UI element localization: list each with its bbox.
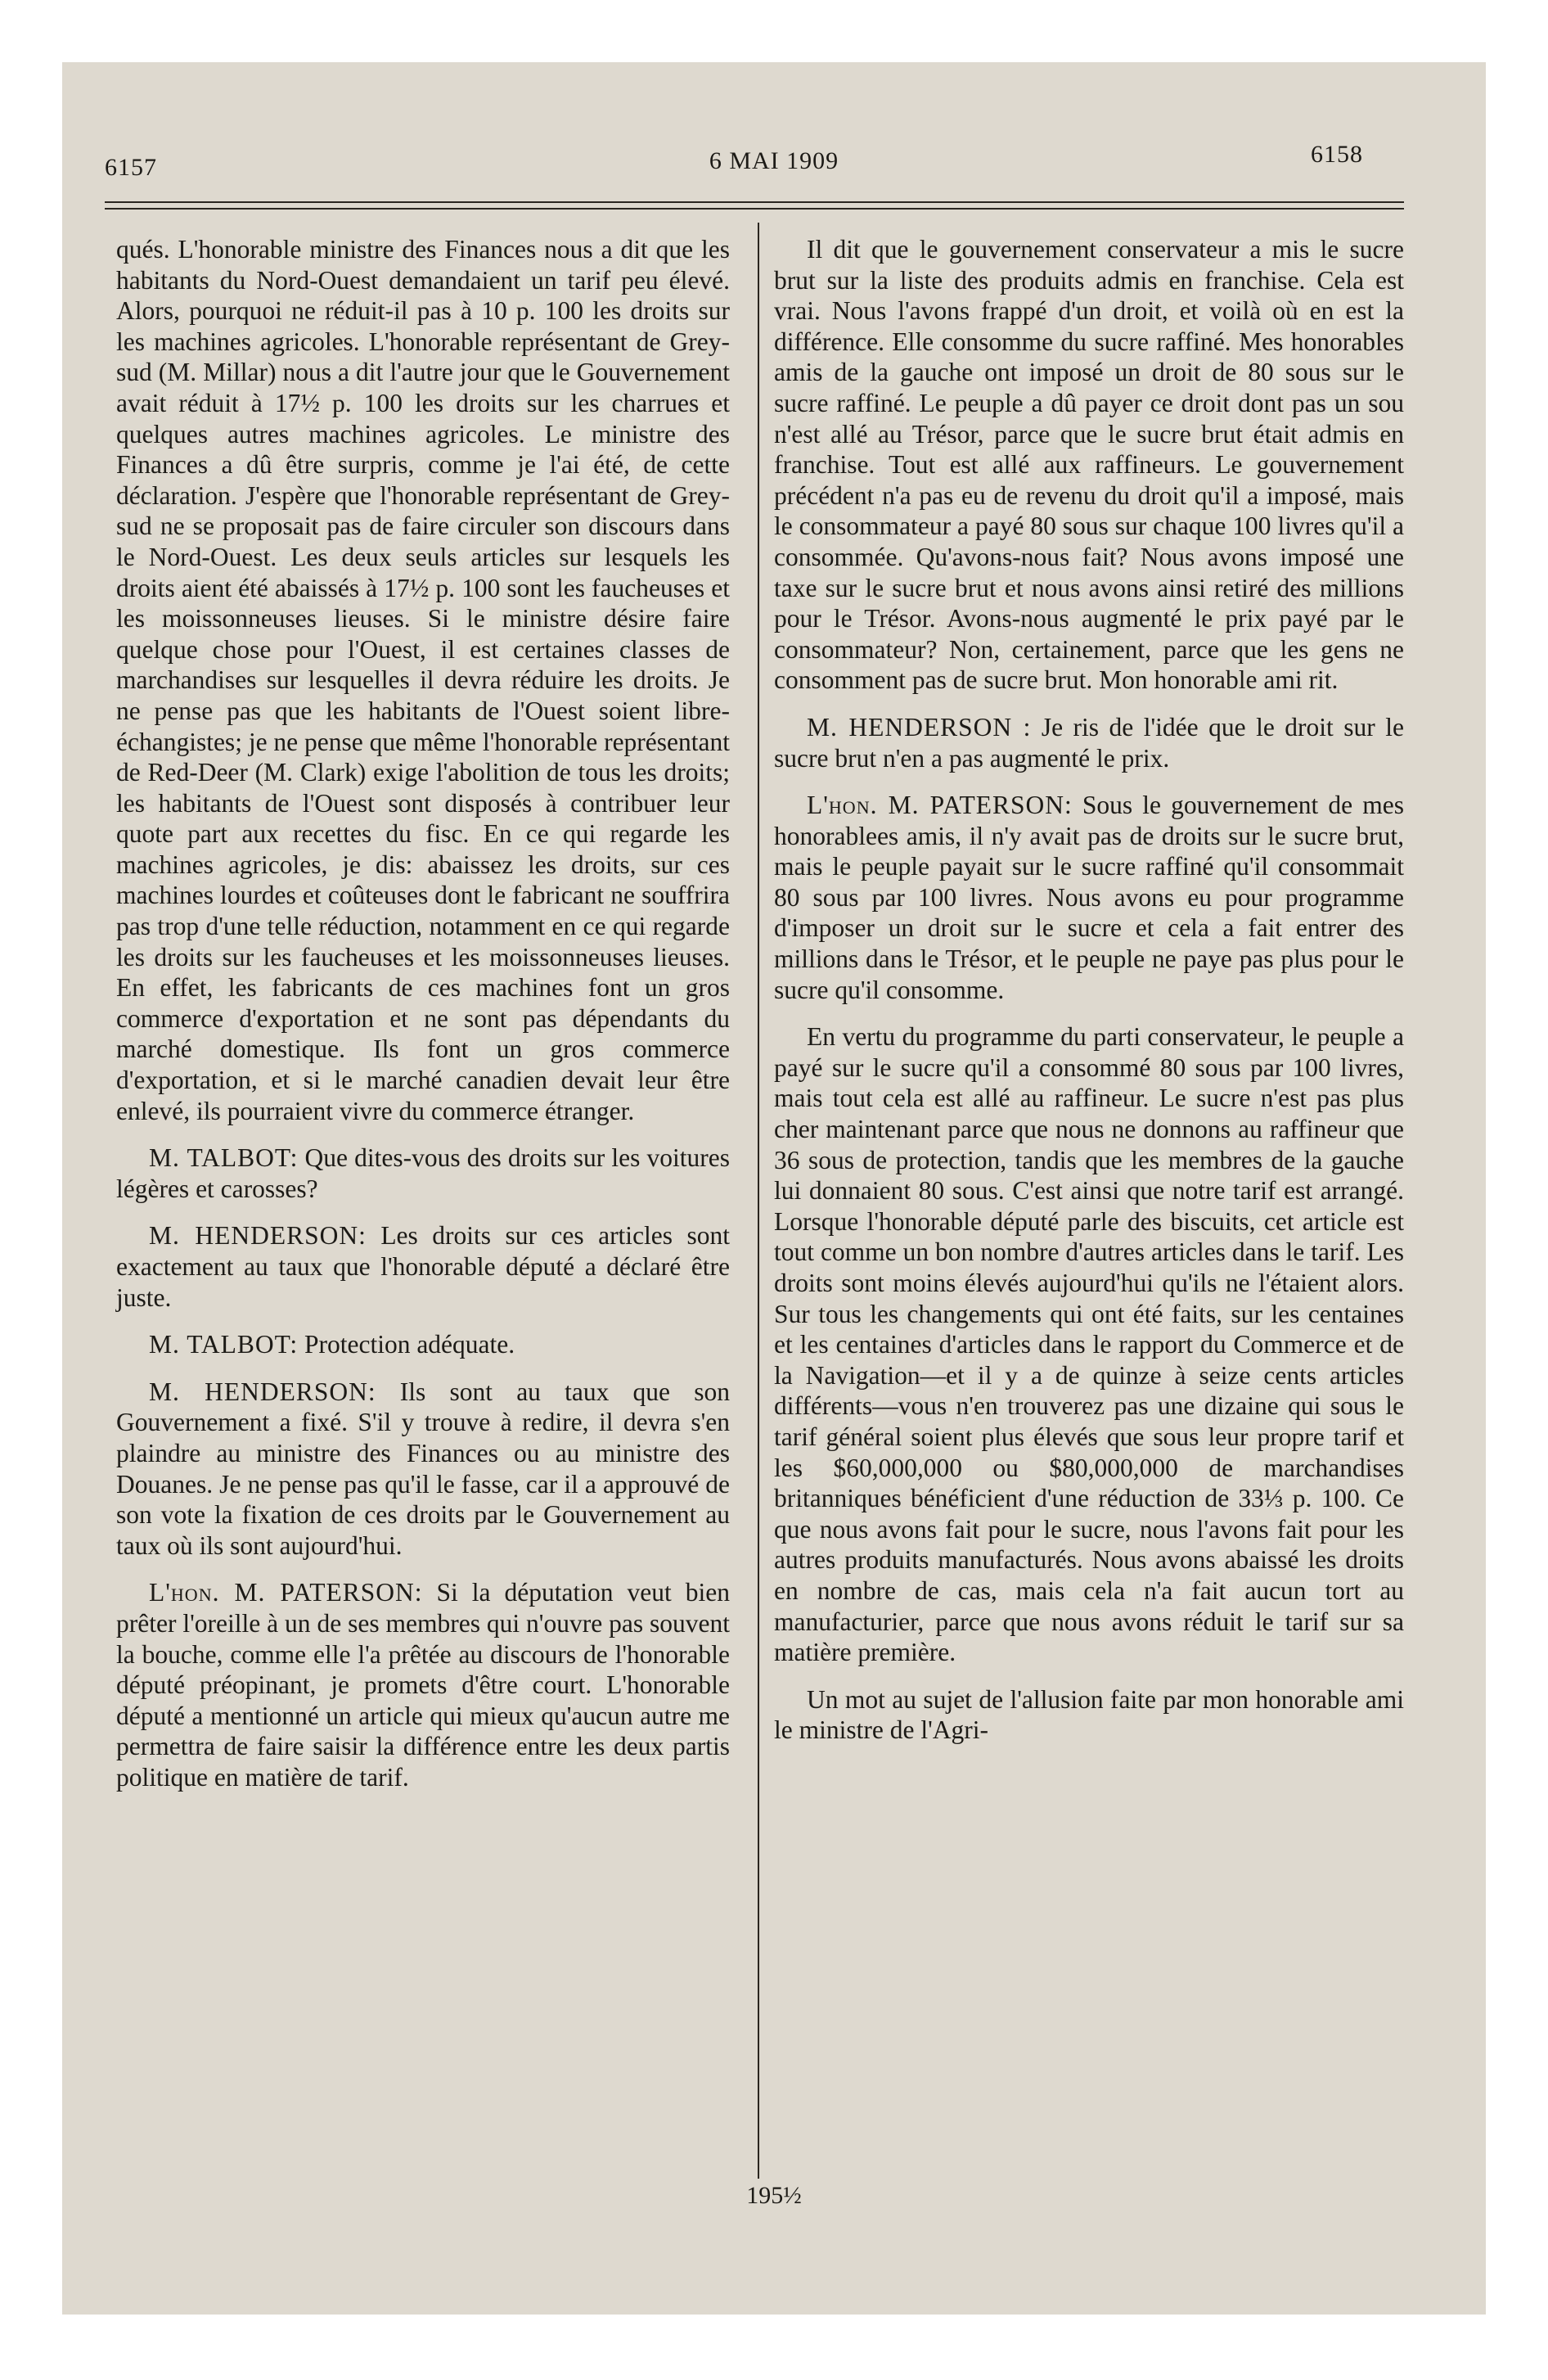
speech-text: Si la députation veut bien prêter l'oreille à un de ses membres qui n'ouvre pas souvent la bouche, comme elle l'a prêtée au discours de l'honorable député préopinant, je promets d'être court. L'honorable député a mentionné un article qui mieux qu'aucun autre me permettra de faire saisir la différence entre les deux partis politique en matière de tarif. <box>116 1578 731 1792</box>
speech-paragraph <box>116 1143 730 1204</box>
right-column <box>774 234 1404 1762</box>
speaker-name: M. HENDERSON : <box>807 712 1032 741</box>
paragraph: qués. L'honorable ministre des Finances nous a dit que les habitants du Nord-Ouest demandaient un tarif peu élevé. Alors, pourquoi ne réduit-il pas à 10 p. 100 les droits sur les machines agricoles. L'honorable représentant de Grey-sud (M. Millar) nous a dit l'autre jour que le Gouvernement avait réduit à 17½ p. 100 les droits sur les charrues et quelques autres machines agricoles. Le ministre des Finances a dû être surpris, comme je l'ai été, de cette déclaration. J'espère que l'honorable représentant de Grey-sud ne se proposait pas de faire circuler son discours dans le Nord-Ouest. Les deux seuls articles sur lesquels les droits aient été abaissés à 17½ p. 100 sont les faucheuses et les moissonneuses lieuses. Si le ministre désire faire quelque chose pour l'Ouest, il est certaines classes de marchandises sur lesquelles il devra réduire les droits. Je ne pense pas que les habitants de l'Ouest soient libre-échangistes; je ne pense que même l'honorable représentant de Red-Deer (M. Clark) exige l'abolition de tous les droits; les habitants de l'Ouest sont disposés à contribuer leur quote part aux recettes du fisc. En ce qui regarde les machines agricoles, je dis: abaissez les droits, sur ces machines lourdes et coûteuses dont le fabricant ne souffrira pas trop d'une telle réduction, notamment en ce qui regarde les droits sur les faucheuses et les moissonneuses lieuses. En effet, les fabricants de ces machines font un gros commerce d'exportation et ne sont pas dépendants du marché domestique. Ils font un gros commerce d'exportation, et si le marché canadien devait leur être enlevé, ils pourraient vivre du commerce étranger. <box>116 235 731 1125</box>
speaker-name: M. TALBOT: <box>149 1330 299 1359</box>
page-number-left: 6157 <box>105 154 157 181</box>
paragraph: Un mot au sujet de l'allusion faite par mon honorable ami le ministre de l'Agri- <box>774 1684 1404 1745</box>
left-column <box>116 234 730 1810</box>
speech-text: Ils sont au taux que son Gouvernement a fixé. S'il y trouve à redire, il devra s'en plaindre au ministre des Finances ou au ministre des Douanes. Je ne pense pas qu'il le fasse, car il a approuvé de son vote la fixation de ces droits par le Gouvernement au taux où ils sont aujourd'hui. <box>116 1377 730 1560</box>
speech-paragraph <box>774 790 1404 1005</box>
speaker-name: L'hon. M. PATERSON: <box>149 1578 423 1607</box>
header-rule-double <box>105 208 1404 210</box>
folio-number: 195½ <box>746 2182 802 2209</box>
speaker-name: M. HENDERSON: <box>149 1221 367 1251</box>
speech-text: Sous le gouvernement de mes honorablees amis, il n'y avait pas de droits sur le sucre brut, mais le peuple payait sur le sucre raffiné qu'il consommait 80 sous par 100 livres. Nous avons eu pour programme d'imposer un droit sur le sucre et cela a fait entrer des millions dans le Trésor, et le peuple ne paye pas plus pour le sucre qu'il consomme. <box>774 791 1405 1004</box>
speech-paragraph <box>116 1577 730 1792</box>
speaker-name: L'hon. M. PATERSON: <box>807 791 1073 820</box>
speech-paragraph <box>116 1377 730 1562</box>
speech-paragraph <box>116 1220 730 1313</box>
page-date: 6 MAI 1909 <box>709 147 839 174</box>
speech-text: Que dites-vous des droits sur les voitures légères et carosses? <box>116 1143 730 1203</box>
page-number-right: 6158 <box>1311 141 1363 168</box>
paragraph: Il dit que le gouvernement conservateur a mis le sucre brut sur la liste des produits admis en franchise. Cela est vrai. Nous l'avons frappé d'un droit, et voilà où en est la différence. Elle consomme du sucre raffiné. Mes honorables amis de la gauche ont imposé un droit de 80 sous sur le sucre raffiné. Le peuple a dû payer ce droit dont pas un sou n'est allé au Trésor, parce que le sucre brut était admis en franchise. Tout est allé aux raffineurs. Le gouvernement précédent n'a pas eu de revenu du droit qu'il a imposé, mais le consommateur a payé 80 sous sur chaque 100 livres qu'il a consommée. Qu'avons-nous fait? Nous avons imposé une taxe sur le sucre brut et nous avons ainsi retiré des millions pour le Trésor. Avons-nous augmenté le prix payé par le consommateur? Non, certainement, parce que les gens ne consomment pas de sucre brut. Mon honorable ami rit. <box>774 235 1404 695</box>
paragraph: En vertu du programme du parti conservateur, le peuple a payé sur le sucre qu'il a consommé 80 sous par 100 livres, mais tout cela est allé au raffineur. Le sucre n'est pas plus cher maintenant parce que nous ne donnons au raffineur que 36 sous de protection, tandis que les membres de la gauche lui donnaient 80 sous. C'est ainsi que notre tarif est arrangé. Lorsque l'honorable député parle des biscuits, cet article est tout comme un bon nombre d'autres articles dans le tarif. Les droits sont moins élevés aujourd'hui qu'ils ne l'étaient alors. Sur tous les changements qui ont été faits, sur les centaines et les centaines d'articles dans le rapport du Commerce et de la Navigation—et il y a de quinze à seize cents articles différents—vous n'en trouverez pas une dizaine qui sous le tarif général soient plus élevés que sous leur propre tarif et les $60,000,000 ou $80,000,000 de marchandises britanniques bénéficient d'une réduction de 33⅓ p. 100. Ce que nous avons fait pour le sucre, nous l'avons fait pour les autres produits manufacturés. Nous avons abaissé les droits en nombre de cas, mais cela n'a fait aucun tort au manufacturier, parce que nous avons réduit le tarif sur sa matière première. <box>774 1022 1404 1667</box>
speech-text: Je ris de l'idée que le droit sur le sucre brut n'en a pas augmenté le prix. <box>774 712 1404 773</box>
header-rule <box>105 201 1404 203</box>
column-divider <box>758 223 759 2179</box>
speaker-name: M. HENDERSON: <box>149 1377 376 1406</box>
speech-paragraph <box>116 1329 730 1360</box>
document-page <box>62 62 1486 2315</box>
speaker-name: M. TALBOT: <box>149 1143 299 1173</box>
speech-text: Protection adéquate. <box>298 1330 515 1359</box>
speech-paragraph <box>774 712 1404 773</box>
speech-text: Les droits sur ces articles sont exactement au taux que l'honorable député a déclaré être juste. <box>116 1221 731 1312</box>
